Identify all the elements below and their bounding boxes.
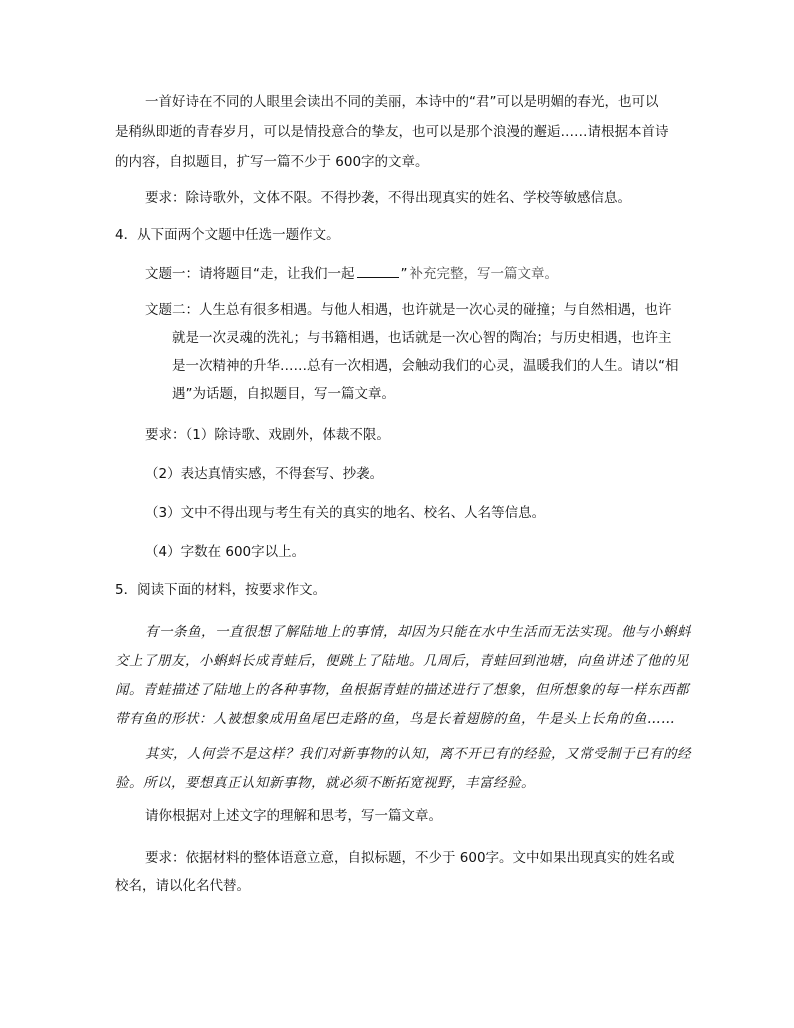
material-line: 其实，人何尝不是这样？我们对新事物的认知，离不开已有的经验，又常受制于已有的经 [145,746,691,762]
intro-line: 一首好诗在不同的人眼里会读出不同的美丽，本诗中的“君”可以是明媚的春光，也可以 [145,94,659,110]
q4-requirement: （4）字数在 600字以上。 [145,544,306,560]
q4-requirement: （3）文中不得出现与考生有关的真实的地名、校名、人名等信息。 [145,505,546,521]
q4-topic2-line: 是一次精神的升华……总有一次相遇，会触动我们的心灵，温暖我们的人生。请以“相 [172,358,679,374]
q4-heading: 4．从下面两个文题中任选一题作文。 [115,227,340,243]
q4-topic2-line: 文题二：人生总有很多相遇。与他人相遇，也许就是一次心灵的碰撞；与自然相遇，也许 [145,302,672,318]
q4-topic1 [145,263,558,284]
topic1-text: 文题一：请将题目“走，让我们一起 [145,266,355,282]
q4-topic2-line: 遇”为话题，自拟题目，写一篇文章。 [172,386,395,402]
topic1-note: 补充完整，写一篇文章。 [409,266,558,282]
q5-requirement-line: 要求：依据材料的整体语意立意，自拟标题，不少于 600字。文中如果出现真实的姓名或 [145,850,675,866]
material-line: 验。所以，要想真正认知新事物，就必须不断拓宽视野，丰富经验。 [115,775,535,791]
q5-prompt: 请你根据对上述文字的理解和思考，写一篇文章。 [145,808,442,824]
q5-requirement-line: 校名，请以化名代替。 [115,878,250,894]
q4-topic2-line: 就是一次灵魂的洗礼；与书籍相遇，也话就是一次心智的陶冶；与历史相遇，也许主 [172,330,672,346]
q5-heading: 5．阅读下面的材料，按要求作文。 [115,582,327,598]
material-line: 带有鱼的形状：人被想象成用鱼尾巴走路的鱼，鸟是长着翅膀的鱼，牛是头上长角的鱼…… [115,711,675,727]
intro-requirement: 要求：除诗歌外，文体不限。不得抄袭，不得出现真实的姓名、学校等敏感信息。 [145,190,631,206]
intro-line: 的内容，自拟题目，扩写一篇不少于 600字的文章。 [115,154,429,170]
fill-in-blank [357,263,399,278]
intro-line: 是稍纵即逝的青春岁月，可以是情投意合的挚友，也可以是那个浪漫的邂逅……请根据本首诗 [115,124,669,140]
material-line: 闻。青蛙描述了陆地上的各种事物，鱼根据青蛙的描述进行了想象，但所想象的每一样东西都 [115,682,689,698]
material-line: 有一条鱼，一直很想了解陆地上的事情，却因为只能在水中生活而无法实现。他与小蝌蚪 [145,624,691,640]
q4-requirement: （2）表达真情实感，不得套写、抄袭。 [145,466,384,482]
material-line: 交上了朋友，小蝌蚪长成青蛙后，便跳上了陆地。几周后，青蛙回到池塘，向鱼讲述了他的见 [115,653,689,669]
q4-requirement: 要求：（1）除诗歌、戏剧外，体裁不限。 [145,427,390,443]
topic1-close-quote: ” [400,266,408,282]
